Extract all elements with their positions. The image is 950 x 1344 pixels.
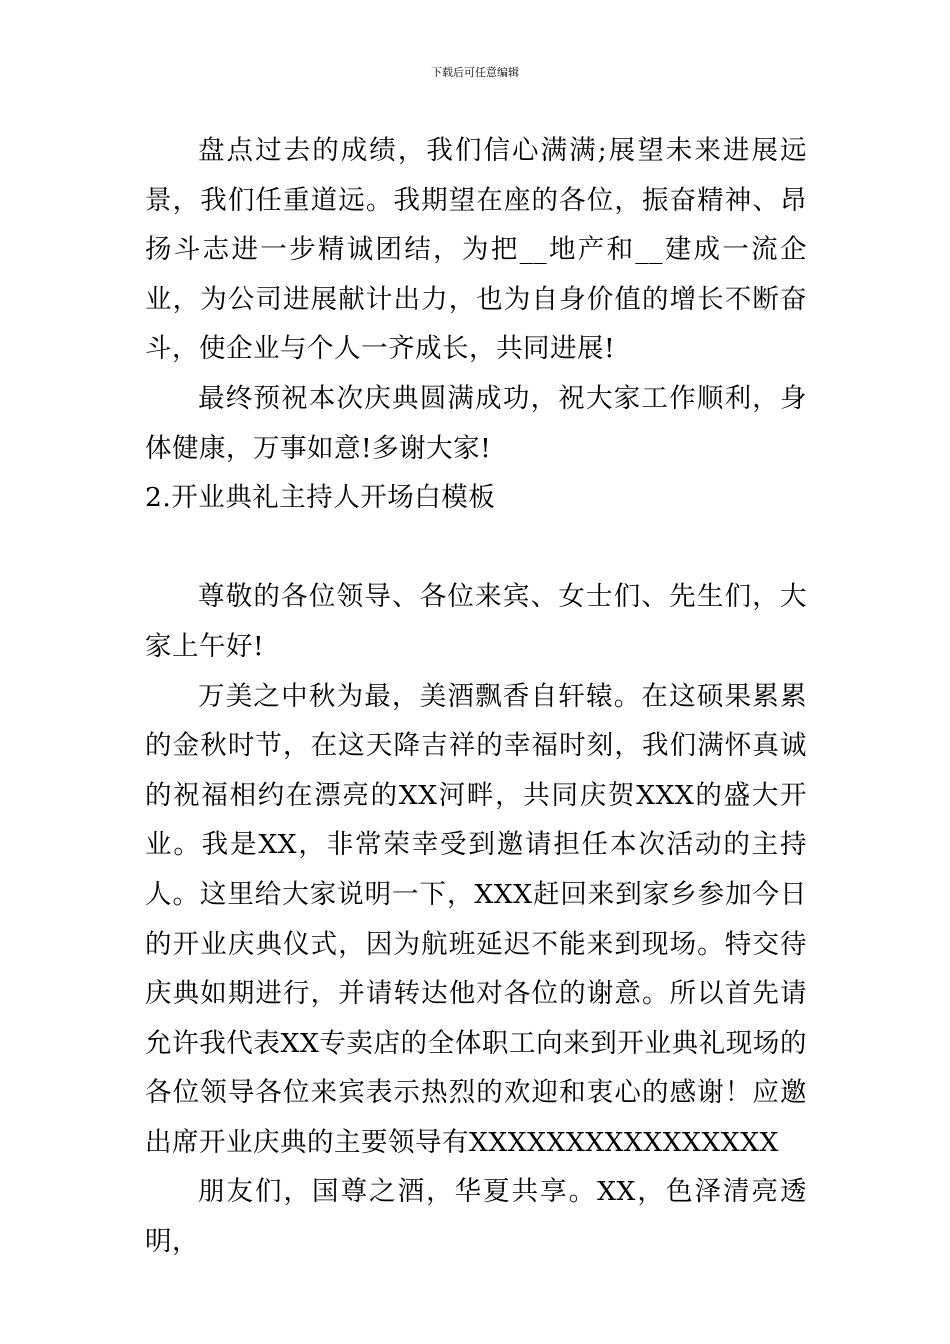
blank-line [145,523,807,573]
page-header-note: 下载后可任意编辑 [431,66,519,79]
document-body [145,126,807,1267]
paragraph-greeting: 尊敬的各位领导、各位来宾、女士们、先生们，大家上午好! [145,581,807,662]
paragraph-product-intro: 朋友们，国尊之酒，华夏共享。XX，色泽清亮透明， [145,1176,807,1258]
section-heading: 2.开业典礼主持人开场白模板 [145,482,496,514]
paragraph-opening-speech: 万美之中秋为最，美酒飘香自轩辕。在这硕果累累的金秋时节，在这天降吉祥的幸福时刻，我们满怀真诚的祝福相约在漂亮的XX河畔，共同庆贺XXX的盛大开业。我是XX，非常荣幸受到邀请担任本次活动的主持人。这里给大家说明一下，XXX赶回来到家乡参加今日的开业庆典仪式，因为航班延迟不能来到现场。特交待庆典如期进行，并请转达他对各位的谢意。所以首先请允许我代表XX专卖店的全体职工向来到开业典礼现场的各位领导各位来宾表示热烈的欢迎和衷心的感谢！应邀出席开业庆典的主要领导有XXXXXXXXXXXXXXXX [145,680,807,1158]
paragraph-final-wishes: 最终预祝本次庆典圆满成功，祝大家工作顺利，身体健康，万事如意!多谢大家! [145,382,807,464]
paragraph-closing-remarks: 盘点过去的成绩，我们信心满满;展望未来进展远景，我们任重道远。我期望在座的各位，振奋精神、昂扬斗志进一步精诚团结，为把__地产和__建成一流企业，为公司进展献计出力，也为自身价值的增长不断奋斗，使企业与个人一齐成长，共同进展! [145,135,807,365]
